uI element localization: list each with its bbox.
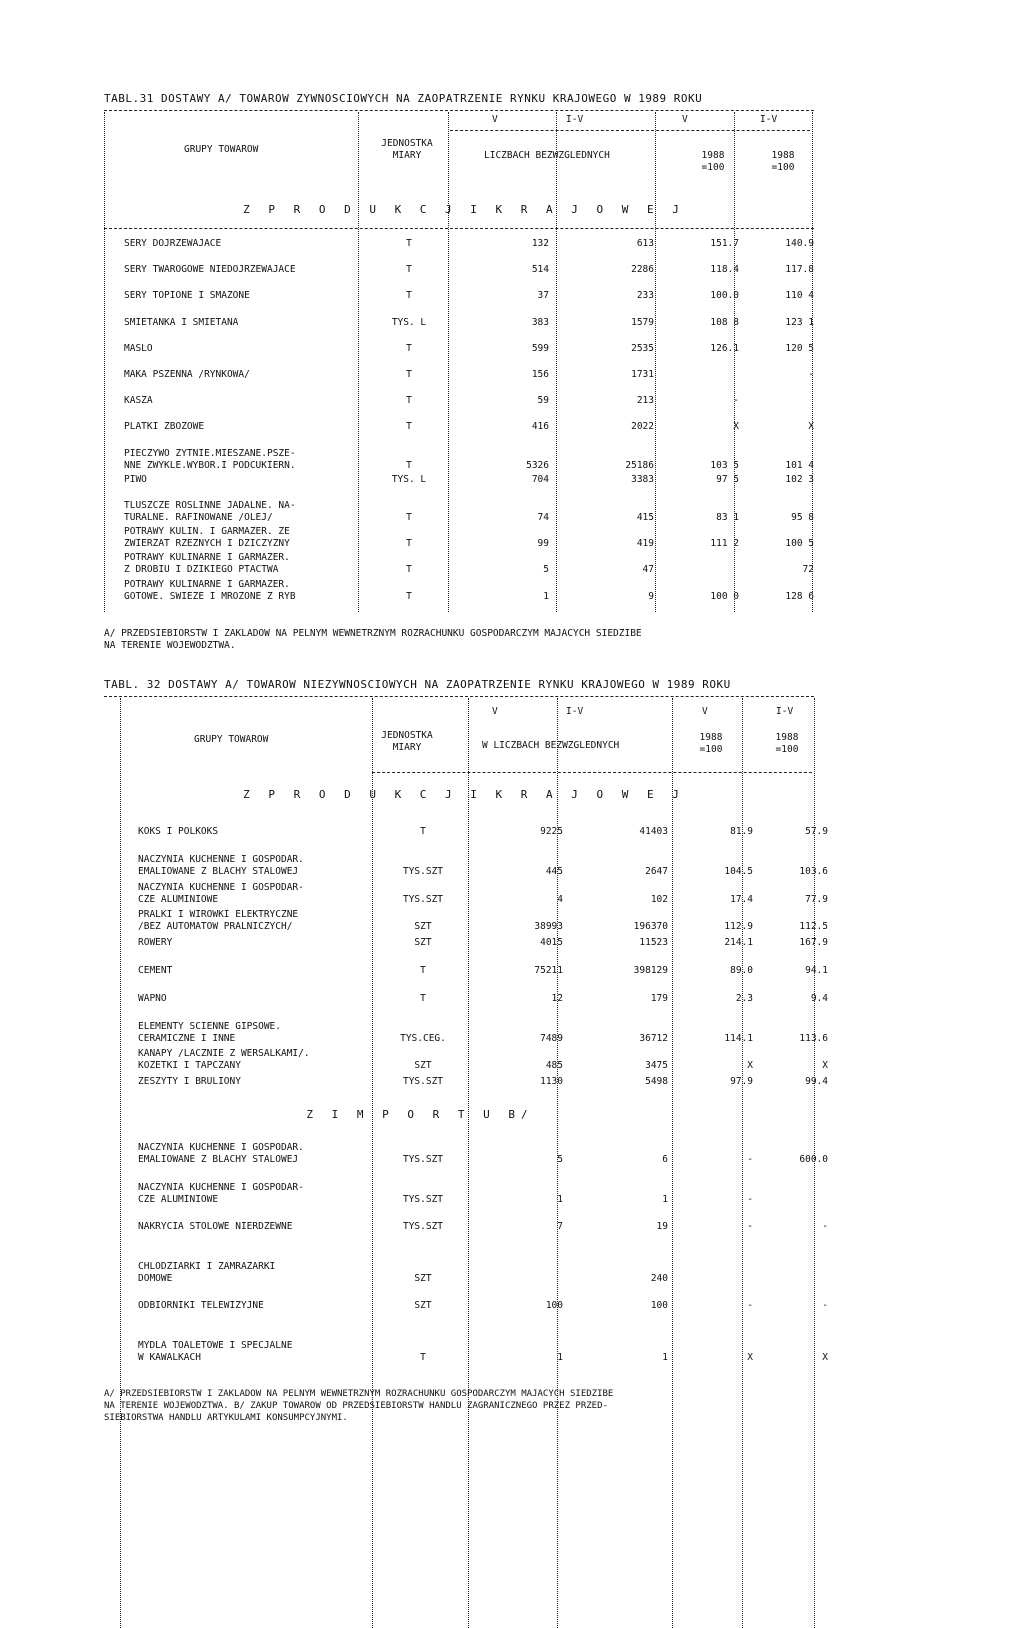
- table32-domestic-index-v: 112.9: [724, 921, 753, 933]
- table32-domestic-name: ELEMENTY SCIENNE GIPSOWE. CERAMICZNE I INNE: [138, 1020, 281, 1044]
- table32-header-groups: GRUPY TOWAROW: [194, 734, 269, 745]
- table31-name: MASLO: [124, 342, 153, 354]
- table31-unit: T: [406, 342, 412, 354]
- table31-value-i-v: 233: [636, 290, 654, 302]
- table32-domestic-index-i-v: 77.9: [805, 893, 828, 905]
- table32-import-value-i-v: 1: [662, 1351, 668, 1363]
- table32-import-value-i-v: 19: [656, 1221, 668, 1232]
- table32-import-unit: TYS.SZT: [402, 1221, 444, 1232]
- table32-import-unit: TYS.SZT: [402, 1154, 444, 1165]
- table31-index-v: -: [733, 395, 739, 407]
- table32-import-value-v: 1: [557, 1193, 563, 1205]
- table31-index-v: 151.7: [710, 238, 739, 249]
- table31-section-rule: [104, 228, 814, 229]
- table32-domestic-value-i-v: 5498: [645, 1076, 668, 1088]
- table32-domestic-value-v: 9225: [540, 826, 563, 837]
- table31-value-v: 5326: [526, 459, 549, 471]
- table31-value-v: 5: [543, 564, 549, 576]
- table32-section-domestic: Z P R O D U K C J I K R A J O W E J: [243, 788, 685, 801]
- table32-import-index-v: -: [747, 1193, 753, 1205]
- table31-value-v: 59: [537, 395, 549, 407]
- table32-domestic-value-v: 7489: [540, 1032, 563, 1044]
- table32-domestic-index-i-v: 94.1: [805, 965, 828, 976]
- table31-value-v: 99: [537, 538, 549, 550]
- table32-domestic-index-i-v: 103.6: [799, 865, 828, 877]
- table31-value-v: 1: [543, 590, 549, 602]
- table31-value-v: 37: [537, 290, 549, 302]
- table32-vline-5: [742, 698, 743, 1628]
- table32-domestic-name: NACZYNIA KUCHENNE I GOSPODAR. EMALIOWANE Z BLACHY STALOWEJ: [138, 853, 304, 877]
- table32-domestic-name: CEMENT: [138, 965, 173, 976]
- table32-domestic-name: KOKS I POLKOKS: [138, 826, 219, 837]
- table31-value-i-v: 3383: [631, 473, 654, 485]
- table31-index-v: 118.4: [710, 264, 739, 276]
- table31-value-i-v: 2022: [631, 421, 654, 433]
- table31-unit: TYS. L: [391, 316, 427, 328]
- table32-domestic-index-i-v: X: [822, 1060, 828, 1072]
- table31-value-i-v: 213: [636, 395, 654, 407]
- table31-header-c2: I-V: [566, 114, 584, 125]
- table32-import-unit: T: [420, 1351, 426, 1363]
- table31-index-i-v: X: [808, 421, 814, 433]
- table31-value-v: 599: [531, 342, 549, 354]
- table31-top-rule: [104, 110, 814, 111]
- table31-index-i-v: 72: [802, 564, 814, 576]
- table31-name: SERY TOPIONE I SMAZONE: [124, 290, 250, 302]
- table31-name: POTRAWY KULIN. I GARMAZER. ZE ZWIERZAT RZEZNYCH I DZICZYZNY: [124, 526, 290, 550]
- table31-unit: T: [406, 512, 412, 523]
- table31-index-i-v: 110 4: [785, 290, 814, 302]
- table31-unit: T: [406, 264, 412, 276]
- table31-unit: T: [406, 395, 412, 407]
- table32-domestic-value-i-v: 36712: [639, 1032, 668, 1044]
- table31-index-i-v: 95 8: [791, 512, 814, 523]
- table31-name: PIWO: [124, 473, 147, 485]
- table31-index-i-v: 100 5: [785, 538, 814, 550]
- table31-value-v: 74: [537, 512, 549, 523]
- table32-header: [104, 698, 816, 782]
- table31-vline-1: [358, 112, 359, 612]
- table32-domestic-index-v: 17.4: [730, 893, 753, 905]
- table32-import-index-i-v: X: [822, 1351, 828, 1363]
- table31-value-i-v: 47: [642, 564, 654, 576]
- table32-domestic-value-i-v: 2647: [645, 865, 668, 877]
- table31-index-v: 111 2: [710, 538, 739, 550]
- table31-name: KASZA: [124, 395, 153, 407]
- table32-header-c4: I-V: [776, 706, 794, 717]
- table31-name: PLATKI ZBOZOWE: [124, 421, 205, 433]
- table32-domestic-name: PRALKI I WIROWKI ELEKTRYCZNE /BEZ AUTOMATOW PRALNICZYCH/: [138, 909, 299, 933]
- table32-import-name: NAKRYCIA STOLOWE NIERDZEWNE: [138, 1221, 293, 1232]
- table31-vline-right: [812, 112, 813, 612]
- table31-vline-2: [448, 112, 449, 612]
- table32-import-index-i-v: 600.0: [799, 1154, 828, 1165]
- table32-header-c1: V: [492, 706, 498, 717]
- table31-title: TABL.31 DOSTAWY A/ TOWAROW ZYWNOSCIOWYCH NA ZAOPATRZENIE RYNKU KRAJOWEGO W 1989 ROKU: [104, 92, 703, 105]
- table31-unit: T: [406, 369, 412, 380]
- table32-header-c3: V: [702, 706, 708, 717]
- table32-domestic-index-i-v: 112.5: [799, 921, 828, 933]
- table31-vline-left: [104, 112, 105, 612]
- table31-header: [104, 112, 816, 196]
- table32-domestic-index-v: 2.3: [735, 992, 753, 1004]
- table31-value-i-v: 25186: [625, 459, 654, 471]
- table31-unit: T: [406, 564, 412, 576]
- table31-value-v: 156: [531, 369, 549, 380]
- table31-name: SERY TWAROGOWE NIEDOJRZEWAJACE: [124, 264, 296, 276]
- table31-unit: T: [406, 238, 412, 249]
- table32-header-subrule: [372, 772, 812, 773]
- table32-domestic-index-v: 214.1: [724, 937, 753, 949]
- table31-name: TLUSZCZE ROSLINNE JADALNE. NA- TURALNE. RAFINOWANE /OLEJ/: [124, 500, 296, 523]
- table31-value-i-v: 419: [636, 538, 654, 550]
- table32-import-value-v: 1: [557, 1351, 563, 1363]
- table32-import-value-i-v: 240: [650, 1272, 668, 1284]
- table32-domestic-name: NACZYNIA KUCHENNE I GOSPODAR- CZE ALUMINIOWE: [138, 881, 304, 905]
- table32-import-value-i-v: 100: [650, 1300, 668, 1311]
- table32-header-c5: 1988 =100: [699, 732, 723, 755]
- table32-import-value-v: 100: [545, 1300, 563, 1311]
- table32-domestic-name: KANAPY /LACZNIE Z WERSALKAMI/. KOZETKI I TAPCZANY: [138, 1048, 310, 1072]
- table32-domestic-index-v: 97.9: [730, 1076, 753, 1088]
- table32-domestic-name: ZESZYTY I BRULIONY: [138, 1076, 241, 1088]
- table31-index-i-v: 140.9: [785, 238, 814, 249]
- table32-import-index-v: X: [747, 1351, 753, 1363]
- table32-import-index-i-v: -: [822, 1221, 828, 1232]
- table32-domestic-unit: T: [420, 965, 426, 976]
- table31-index-v: X: [733, 421, 739, 433]
- table31-value-v: 132: [531, 238, 549, 249]
- table31-vline-3: [556, 112, 557, 612]
- table31-header-abs: LICZBACH BEZWZGLEDNYCH: [484, 150, 610, 161]
- table31-unit: T: [406, 421, 412, 433]
- table32-domestic-index-i-v: 113.6: [799, 1032, 828, 1044]
- table31-value-i-v: 613: [636, 238, 654, 249]
- table32-import-index-v: -: [747, 1221, 753, 1232]
- table31-name: MAKA PSZENNA /RYNKOWA/: [124, 369, 250, 380]
- table32-header-c6: 1988 =100: [775, 732, 799, 755]
- table31-name: POTRAWY KULINARNE I GARMAZER. Z DROBIU I DZIKIEGO PTACTWA: [124, 552, 290, 576]
- table32-domestic-value-i-v: 179: [650, 992, 668, 1004]
- table32-import-name: NACZYNIA KUCHENNE I GOSPODAR- CZE ALUMINIOWE: [138, 1181, 304, 1205]
- table31-index-v: 100.0: [710, 290, 739, 302]
- table31-name: SERY DOJRZEWAJACE: [124, 238, 222, 249]
- table31-value-i-v: 415: [636, 512, 654, 523]
- table31-vline-4: [655, 112, 656, 612]
- table32-top-rule: [104, 696, 814, 697]
- table31-header-subrule: [450, 130, 810, 131]
- table31-vline-5: [734, 112, 735, 612]
- table31-index-i-v: 120 5: [785, 342, 814, 354]
- table32-import-unit: SZT: [414, 1300, 432, 1311]
- table32-import-name: CHLODZIARKI I ZAMRAZARKI DOMOWE: [138, 1260, 276, 1284]
- table31-index-v: 108 8: [710, 316, 739, 328]
- table32-domestic-unit: T: [420, 826, 426, 837]
- table32-header-unit: JEDNOSTKA MIARY: [381, 730, 433, 753]
- table32-domestic-index-i-v: 99.4: [805, 1076, 828, 1088]
- table31-header-c3: V: [682, 114, 688, 125]
- table31-value-i-v: 1579: [631, 316, 654, 328]
- table32-domestic-unit: TYS.SZT: [402, 1076, 444, 1088]
- table32-header-abs: W LICZBACH BEZWZGLEDNYCH: [482, 740, 620, 751]
- table31-footnote: A/ PRZEDSIEBIORSTW I ZAKLADOW NA PELNYM WEWNETRZNYM ROZRACHUNKU GOSPODARCZYM MAJACYCH SIEDZIBE NA TERENIE WOJEWODZTWA.: [104, 628, 642, 651]
- table32-domestic-index-v: 81.9: [730, 826, 753, 837]
- table32-domestic-unit: TYS.SZT: [402, 893, 444, 905]
- table32-domestic-name: WAPNO: [138, 992, 167, 1004]
- table32-domestic-index-v: X: [747, 1060, 753, 1072]
- table31-value-v: 514: [531, 264, 549, 276]
- table32-domestic-index-i-v: 167.9: [799, 937, 828, 949]
- table32-import-value-v: 5: [557, 1154, 563, 1165]
- table31-header-c4: I-V: [760, 114, 778, 125]
- table32-domestic-unit: SZT: [414, 937, 432, 949]
- table32-import-value-i-v: 6: [662, 1154, 668, 1165]
- table32-vline-4: [672, 698, 673, 1628]
- table32-import-unit: SZT: [414, 1272, 432, 1284]
- table31-header-c1: V: [492, 114, 498, 125]
- table31-value-i-v: 9: [648, 590, 654, 602]
- table32-domestic-index-v: 104.5: [724, 865, 753, 877]
- table31-unit: T: [406, 538, 412, 550]
- table32-import-index-v: -: [747, 1300, 753, 1311]
- table31-name: POTRAWY KULINARNE I GARMAZER. GOTOWE. SWIEZE I MROZONE Z RYB: [124, 578, 296, 602]
- table32-domestic-value-v: 1130: [540, 1076, 563, 1088]
- table32-section-import: Z I M P O R T U B/: [306, 1108, 534, 1121]
- table31-value-v: 704: [531, 473, 549, 485]
- table31-value-v: 383: [531, 316, 549, 328]
- table31-index-v: 83 1: [716, 512, 739, 523]
- table32-footnote: A/ PRZEDSIEBIORSTW I ZAKLADOW NA PELNYM WEWNETRZNYM ROZRACHUNKU GOSPODARCZYM MAJACYCH SIEDZIBE NA TERENIE WOJEWODZTWA. B/ ZAKUP TOWAROW OD PRZEDSIEBIORSTW HANDLU ZAGRANICZNEGO PRZEZ PRZED- SIEBIORSTWA HANDLU ARTYKULAMI KONSUMPCYJNYMI.: [104, 1389, 614, 1423]
- table31-header-groups: GRUPY TOWAROW: [184, 144, 259, 155]
- table31-index-i-v: -: [808, 369, 814, 380]
- table32-vline-left: [120, 698, 121, 1628]
- table31-name: PIECZYWO ZYTNIE.MIESZANE.PSZE- NNE ZWYKLE.WYBOR.I PODCUKIERN.: [124, 447, 296, 471]
- table32-domestic-value-v: 75211: [534, 965, 563, 976]
- table32-domestic-value-i-v: 398129: [633, 965, 668, 976]
- table32-domestic-unit: TYS.SZT: [402, 865, 444, 877]
- table32-title: TABL. 32 DOSTAWY A/ TOWAROW NIEZYWNOSCIOWYCH NA ZAOPATRZENIE RYNKU KRAJOWEGO W 1989 ROKU: [104, 678, 731, 691]
- table31-unit: T: [406, 290, 412, 302]
- table32-domestic-value-v: 4015: [540, 937, 563, 949]
- table32-domestic-index-i-v: 9.4: [810, 992, 828, 1004]
- table31-value-i-v: 2535: [631, 342, 654, 354]
- table32-domestic-value-v: 485: [545, 1060, 563, 1072]
- table31-unit: TYS. L: [391, 473, 427, 485]
- table32-domestic-value-i-v: 41403: [639, 826, 668, 837]
- table32-domestic-unit: SZT: [414, 1060, 432, 1072]
- table32-domestic-index-i-v: 57.9: [805, 826, 828, 837]
- table32-domestic-value-v: 12: [551, 992, 563, 1004]
- table31-header-c5: 1988 =100: [701, 150, 725, 173]
- table31-index-v: 97 5: [716, 473, 739, 485]
- table32-vline-right: [814, 698, 815, 1628]
- table32-import-name: MYDLA TOALETOWE I SPECJALNE W KAWALKACH: [138, 1339, 293, 1363]
- table32-vline-2: [468, 698, 469, 1628]
- table31-header-c6: 1988 =100: [771, 150, 795, 173]
- table31-index-v: 126.1: [710, 342, 739, 354]
- table31-index-v: 103 5: [710, 459, 739, 471]
- table32-import-name: ODBIORNIKI TELEWIZYJNE: [138, 1300, 264, 1311]
- table32-domestic-name: ROWERY: [138, 937, 173, 949]
- table32-domestic-value-v: 4: [557, 893, 563, 905]
- table32-vline-3: [557, 698, 558, 1628]
- table31-section-domestic: Z P R O D U K C J I K R A J O W E J: [243, 203, 685, 216]
- table31-unit: T: [406, 590, 412, 602]
- table31-header-unit: JEDNOSTKA MIARY: [381, 138, 433, 161]
- table32-domestic-index-v: 89.0: [730, 965, 753, 976]
- table31-index-v: 100 0: [710, 590, 739, 602]
- table32-domestic-value-i-v: 11523: [639, 937, 668, 949]
- table32-import-value-v: 7: [557, 1221, 563, 1232]
- table31-index-i-v: 123 1: [785, 316, 814, 328]
- table32-import-name: NACZYNIA KUCHENNE I GOSPODAR. EMALIOWANE Z BLACHY STALOWEJ: [138, 1142, 304, 1165]
- table31-value-v: 416: [531, 421, 549, 433]
- table32-import-index-v: -: [747, 1154, 753, 1165]
- table31-index-i-v: 102 3: [785, 473, 814, 485]
- table32-domestic-index-v: 114.1: [724, 1032, 753, 1044]
- table32-domestic-value-i-v: 3475: [645, 1060, 668, 1072]
- table32-vline-1: [372, 698, 373, 1628]
- table32-domestic-value-v: 445: [545, 865, 563, 877]
- table32-domestic-value-i-v: 196370: [633, 921, 668, 933]
- table31-value-i-v: 2286: [631, 264, 654, 276]
- table31-index-i-v: 117.8: [785, 264, 814, 276]
- table31-value-i-v: 1731: [631, 369, 654, 380]
- table32-domestic-unit: TYS.CEG.: [400, 1032, 446, 1044]
- table31-index-i-v: 128 6: [785, 590, 814, 602]
- table32-domestic-unit: SZT: [414, 921, 432, 933]
- table32-domestic-unit: T: [420, 992, 426, 1004]
- table31-unit: T: [406, 459, 412, 471]
- table32-domestic-value-v: 38993: [534, 921, 563, 933]
- table32-import-unit: TYS.SZT: [402, 1193, 444, 1205]
- table32-import-index-i-v: -: [822, 1300, 828, 1311]
- table31-index-i-v: 101 4: [785, 459, 814, 471]
- table32-header-c2: I-V: [566, 706, 584, 717]
- table32-import-value-i-v: 1: [662, 1193, 668, 1205]
- table31-name: SMIETANKA I SMIETANA: [124, 316, 239, 328]
- table32-domestic-value-i-v: 102: [650, 893, 668, 905]
